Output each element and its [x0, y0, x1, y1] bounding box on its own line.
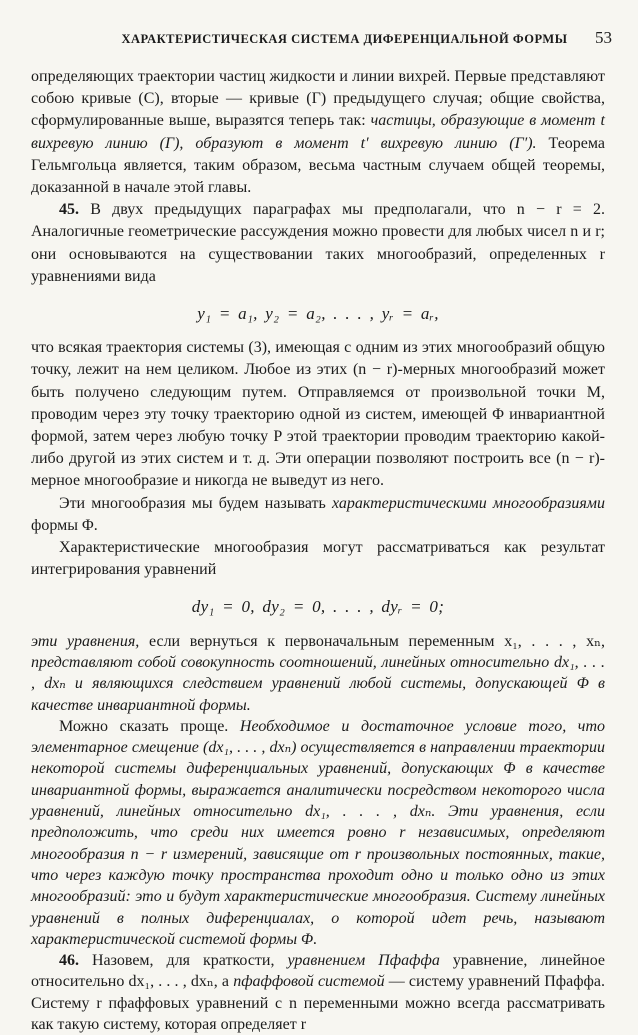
text-run: Эти многообразия мы будем называть: [59, 494, 332, 512]
formula-manifold-equations: y₁ = a₁, y₂ = a₂, . . . , yᵣ = aᵣ,: [197, 304, 439, 324]
italic-run: эти уравнения,: [31, 632, 140, 650]
paragraph-46: [31, 950, 605, 1035]
paragraph-trajectory: что всякая траектория системы (3), имеющая с одним из этих многообразий общую точку, лежит на нем целиком. Любое из этих (n − r)-мерных многообразий может быть получено следующим путем. Отправляемся от произвольной точки M, проводим через эту точку траекторию одной из систем, имеющей Φ инвариантной формой, затем через любую точку P этой траектории проводим траекторию какой-либо другой из этих систем и т. д. Эти операции позволяют построить все (n − r)-мерное многообразие и никогда не выведут из него.: [31, 339, 605, 490]
paragraph-simpler: [31, 716, 605, 950]
page-header: [32, 28, 612, 48]
page-body: [31, 66, 605, 1035]
running-title: ХАРАКТЕРИСТИЧЕСКАЯ СИСТЕМА ДИФЕРЕНЦИАЛЬНОЙ ФОРМЫ: [121, 32, 568, 46]
italic-term: характеристическими многообразиями: [331, 494, 605, 512]
text-run: формы Φ.: [31, 516, 98, 534]
text-run: определяющих траектории частиц жидкости и линии вихрей. Первые представляют собою кривые (C), вторые — кривые (Г) предыдущего случая; общие свойства, сформулированные выше, выразятся теперь так:: [31, 68, 605, 130]
italic-run: представляют собой совокупность соотношений, линейных относительно dx₁, . . . , dxₙ и являющихся следствием уравнений любой системы, допускающей Φ в качестве инвариантной формы.: [31, 653, 605, 714]
italic-term: пфаффовой системой: [233, 973, 385, 991]
section-number: 46.: [59, 952, 79, 970]
text-run: если вернуться к первоначальным переменным x₁, . . . , xₙ,: [139, 632, 605, 650]
paragraph-definition: [31, 493, 605, 537]
formula-differential-equations: dy₁ = 0, dy₂ = 0, . . . , dyᵣ = 0;: [191, 597, 445, 617]
paragraph-helmholtz: [31, 66, 605, 199]
text-run: В двух предыдущих параграфах мы предполагали, что n − r = 2. Аналогичные геометрические рассуждения можно провести для любых чисел n и r; они основываются на существовании таких многообразий, определенных r уравнениями вида: [31, 201, 605, 285]
section-number: 45.: [59, 201, 79, 219]
italic-term: уравнением Пфаффа: [287, 952, 440, 970]
italic-theorem: Необходимое и достаточное условие того, что элементарное смещение (dx₁, . . . , dxₙ) осуществляется в направлении траектории некоторой системы диференциальных уравнений, допускающих Φ в качестве инвариантной формы, выражается аналитически посредством некоторого числа уравнений, линейных относительно dx₁, . . . , dxₙ. Эти уравнения, если предположить, что среди них имеется ровно r независимых, определяют многообразия n − r измерений, зависящие от r произвольных постоянных, такие, что через каждую точку пространства проходит одно и только одно из этих многообразий: это и будут характеристические многообразия. Систему линейных уравнений в полных диференциалах, о которой идет речь, называют характеристической системой формы Φ.: [31, 717, 605, 948]
italic-statement: частицы, образующие в момент t вихревую линию (Г), образуют в момент t′ вихревую линию (Г′).: [31, 112, 605, 152]
paragraph-equations: [31, 631, 605, 716]
text-run: Назовем, для краткости,: [79, 952, 288, 970]
text-run: уравнение, линейное относительно dx₁, . . . , dxₙ, а: [31, 952, 606, 991]
page-number: 53: [595, 28, 612, 47]
text-run: Можно сказать проще.: [59, 717, 240, 735]
paragraph-integration: Характеристические многообразия могут рассматриваться как результат интегрирования уравнений: [31, 539, 605, 579]
paragraph-45: [31, 199, 605, 288]
text-run: — систему уравнений Пфаффа. Систему r пфаффовых уравнений с n переменными можно всегда рассматривать как такую систему, которая определяет r: [31, 973, 605, 1034]
text-run: Теорема Гельмгольца является, таким образом, весьма частным случаем общей теоремы, доказанной в начале этой главы.: [31, 134, 606, 197]
